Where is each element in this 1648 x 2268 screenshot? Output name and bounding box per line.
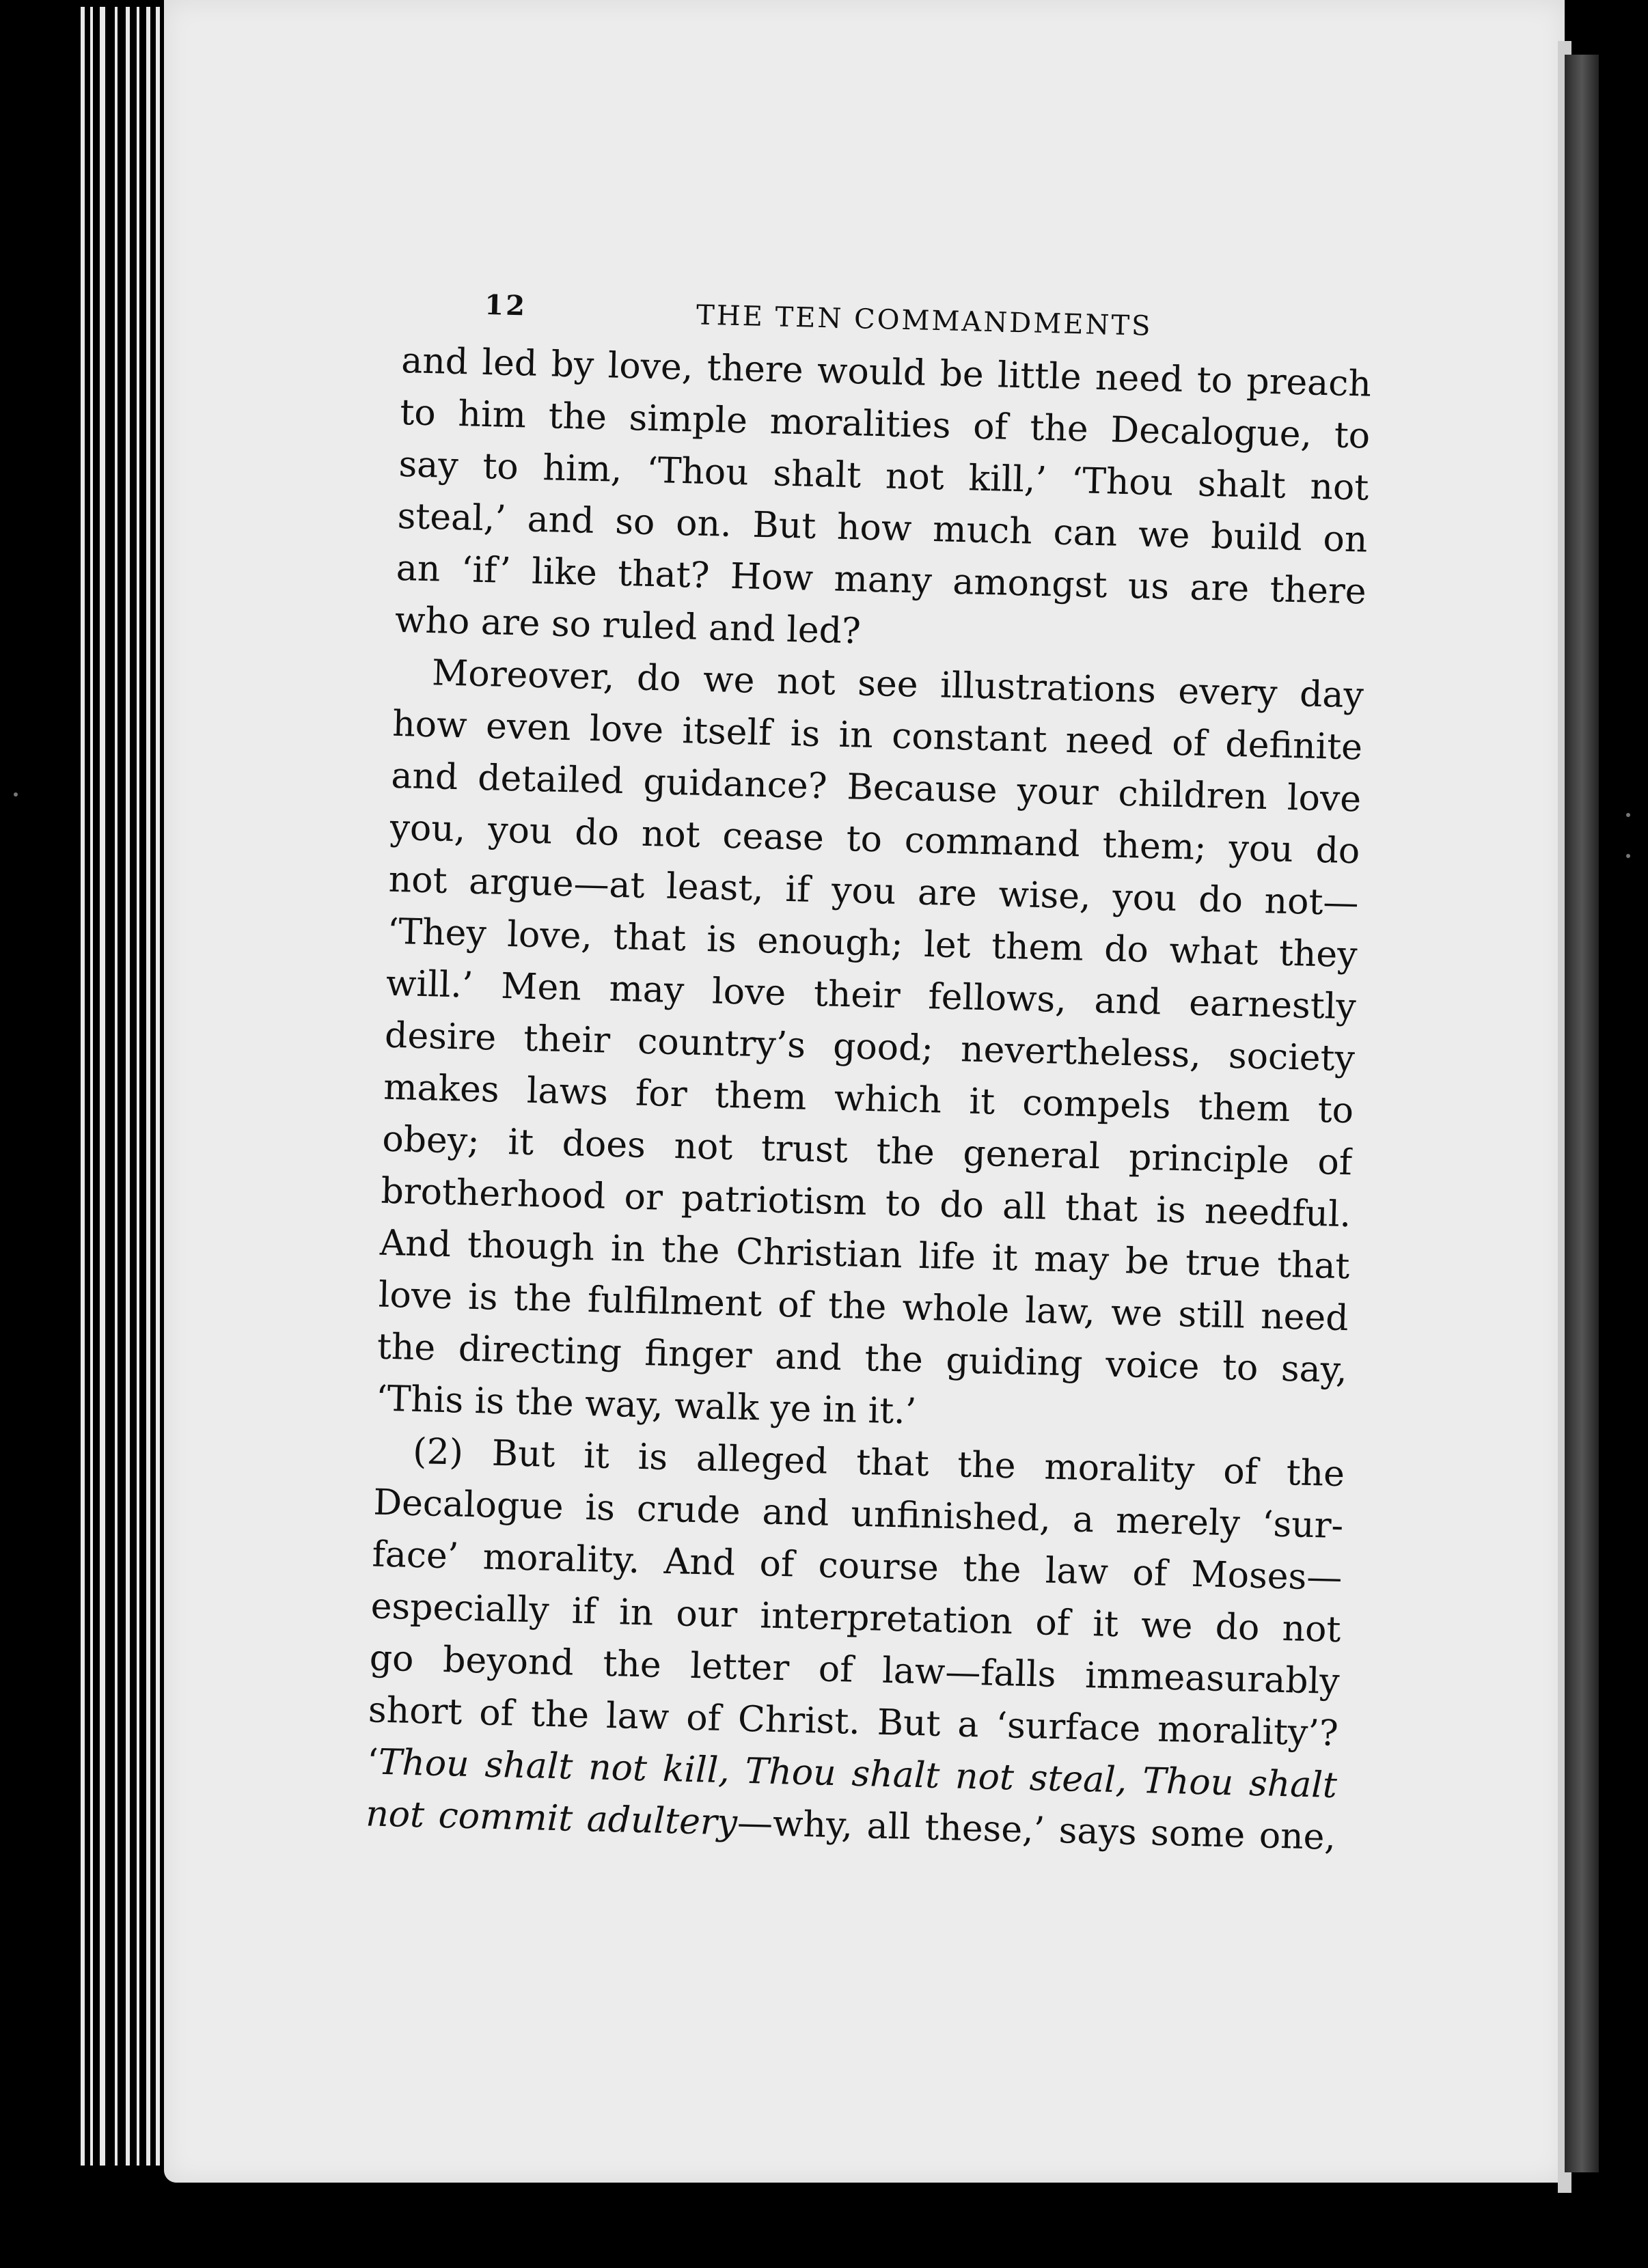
text-line: Decalogue is crude and unfinished, a merely ‘sur-: [372, 1482, 1344, 1547]
running-title: THE TEN COMMANDMENTS: [696, 299, 1153, 342]
text-line: face’ morality. And of course the law of Moses—: [371, 1534, 1343, 1599]
page-content: [365, 287, 1373, 1864]
text-line: how even love itself is in constant need of definite: [392, 703, 1363, 769]
text-span: ‘: [366, 1741, 379, 1783]
text-line: the directing finger and the guiding voice to say,: [376, 1326, 1348, 1392]
page-edge: [81, 7, 85, 2166]
page-edge: [126, 7, 130, 2166]
page-number: 12: [484, 288, 527, 322]
page-edge: [100, 7, 105, 2166]
italic-text: Thou shalt not kill, Thou shalt not steal, Thou shalt: [378, 1741, 1338, 1807]
page-edge: [156, 7, 160, 2166]
text-line: not argue—at least, if you are wise, you do not—: [388, 859, 1360, 924]
text-line: and detailed guidance? Because your children love: [390, 755, 1362, 820]
page-edge: [90, 7, 93, 2166]
text-line: will.’ Men may love their fellows, and earnestly: [385, 963, 1357, 1028]
scan-speck: [1626, 854, 1630, 858]
text-line: obey; it does not trust the general principle of: [381, 1118, 1353, 1184]
text-line: especially if in our interpretation of it we do not: [370, 1586, 1342, 1651]
body-text: [365, 335, 1371, 1864]
text-line: go beyond the letter of law—falls immeasurably: [369, 1637, 1341, 1703]
scan-speck: [1626, 813, 1630, 817]
text-line: to him the simple moralities of the Decalogue, to: [399, 391, 1371, 457]
text-line: brotherhood or patriotism to do all that is needful.: [380, 1170, 1351, 1236]
text-line: desire their country’s good; nevertheless, society: [384, 1014, 1356, 1080]
text-line: and led by love, there would be little need to preach: [400, 340, 1372, 405]
text-line: And though in the Christian life it may be true that: [379, 1222, 1351, 1288]
scan-speck: [14, 792, 18, 797]
text-line: love is the fulfilment of the whole law, we still need: [378, 1274, 1349, 1340]
text-line: short of the law of Christ. But a ‘surface morality’?: [368, 1689, 1339, 1755]
page-edge: [137, 7, 139, 2166]
page-edge: [115, 7, 118, 2166]
text-line: ‘This is the way, walk ye in it.’: [375, 1378, 917, 1433]
text-line: (2) But it is alleged that the morality of the: [412, 1430, 1345, 1495]
italic-text: not commit adultery: [365, 1793, 738, 1844]
text-line: Moreover, do we not see illustrations every day: [431, 652, 1364, 717]
text-line: you, you do not cease to command them; you do: [389, 807, 1360, 872]
page-shadow: [1565, 55, 1599, 2172]
text-line: who are so ruled and led?: [394, 599, 862, 652]
page-edge: [146, 7, 150, 2166]
text-line: steal,’ and so on. But how much can we build on: [397, 495, 1369, 561]
text-line: an ‘if’ like that? How many amongst us are there: [396, 547, 1367, 613]
text-line: ‘They love, that is enough; let them do what they: [387, 911, 1358, 976]
text-line: makes laws for them which it compels them to: [383, 1066, 1354, 1132]
text-line: say to him, ‘Thou shalt not kill,’ ‘Thou shalt not: [398, 443, 1369, 509]
text-span: —why, all these,’ says some one,: [737, 1802, 1336, 1859]
